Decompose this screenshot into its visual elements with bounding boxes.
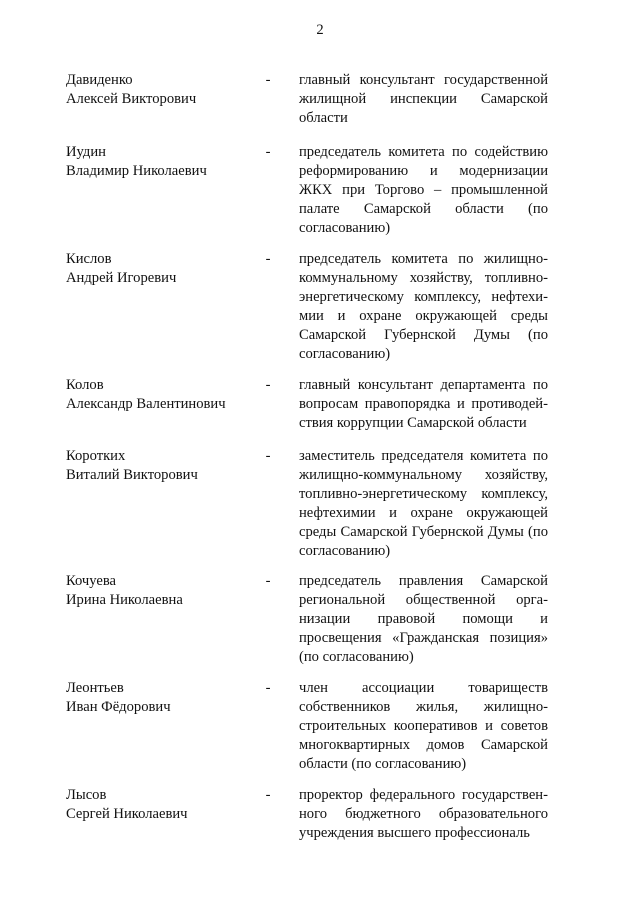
dash-separator: -	[265, 377, 271, 393]
member-surname: Коротких	[66, 448, 126, 464]
member-role: председатель комитета по содействию реформированию и модернизации ЖКХ при Торгово – промышленной палате Самарской области (по согласованию)	[299, 144, 548, 236]
member-role: заместитель председателя комитета по жилищно-коммунальному хозяйству, топливно-энергетическому комплексу, нефтехимии и охране окружающей среды Самарской Губернской Думы (по согласованию)	[299, 448, 548, 559]
member-name	[66, 572, 256, 610]
member-role: проректор федерального государственного бюджетного образовательного учреждения высшего профессиональ	[299, 787, 548, 841]
dash-separator: -	[265, 680, 271, 696]
member-role: председатель комитета по жилищно-коммунальному хозяйству, топливно-энергетическому комплексу, нефтехимии и охране окружающей среды Самарской Губернской Думы (по согласованию)	[299, 251, 548, 362]
member-surname: Давиденко	[66, 72, 133, 88]
member-given-names: Сергей Николаевич	[66, 806, 188, 822]
member-name	[66, 71, 256, 109]
member-given-names: Иван Фёдорович	[66, 699, 171, 715]
member-surname: Колов	[66, 377, 104, 393]
member-role: член ассоциации товариществ собственников жилья, жилищно-строительных кооперативов и советов многоквартирных домов Самарской области (по согласованию)	[299, 680, 548, 772]
member-surname: Леонтьев	[66, 680, 124, 696]
member-given-names: Ирина Николаевна	[66, 592, 183, 608]
member-surname: Кислов	[66, 251, 112, 267]
member-role: главный консультант государственной жилищной инспекции Самарской области	[299, 72, 548, 126]
member-role: главный консультант департамента по вопросам правопорядка и противодействия коррупции Самарской области	[299, 377, 548, 431]
member-given-names: Алексей Викторович	[66, 91, 197, 107]
member-surname: Иудин	[66, 144, 106, 160]
member-name	[66, 447, 256, 485]
member-name	[66, 143, 256, 181]
member-name	[66, 376, 256, 414]
member-name	[66, 250, 256, 288]
dash-separator: -	[265, 573, 271, 589]
member-given-names: Александр Валентинович	[66, 396, 226, 412]
dash-separator: -	[265, 251, 271, 267]
dash-separator: -	[265, 144, 271, 160]
member-surname: Лысов	[66, 787, 107, 803]
member-surname: Кочуева	[66, 573, 117, 589]
dash-separator: -	[265, 72, 271, 88]
member-name	[66, 679, 256, 717]
member-given-names: Владимир Николаевич	[66, 163, 207, 179]
member-given-names: Виталий Викторович	[66, 467, 198, 483]
member-given-names: Андрей Игоревич	[66, 270, 177, 286]
member-role: председатель правления Самарской региональной общественной организации правовой помощи и просвещения «Гражданская позиция» (по согласованию)	[299, 573, 548, 665]
member-name	[66, 786, 256, 824]
page-number: 2	[316, 22, 324, 38]
dash-separator: -	[265, 448, 271, 464]
dash-separator: -	[265, 787, 271, 803]
